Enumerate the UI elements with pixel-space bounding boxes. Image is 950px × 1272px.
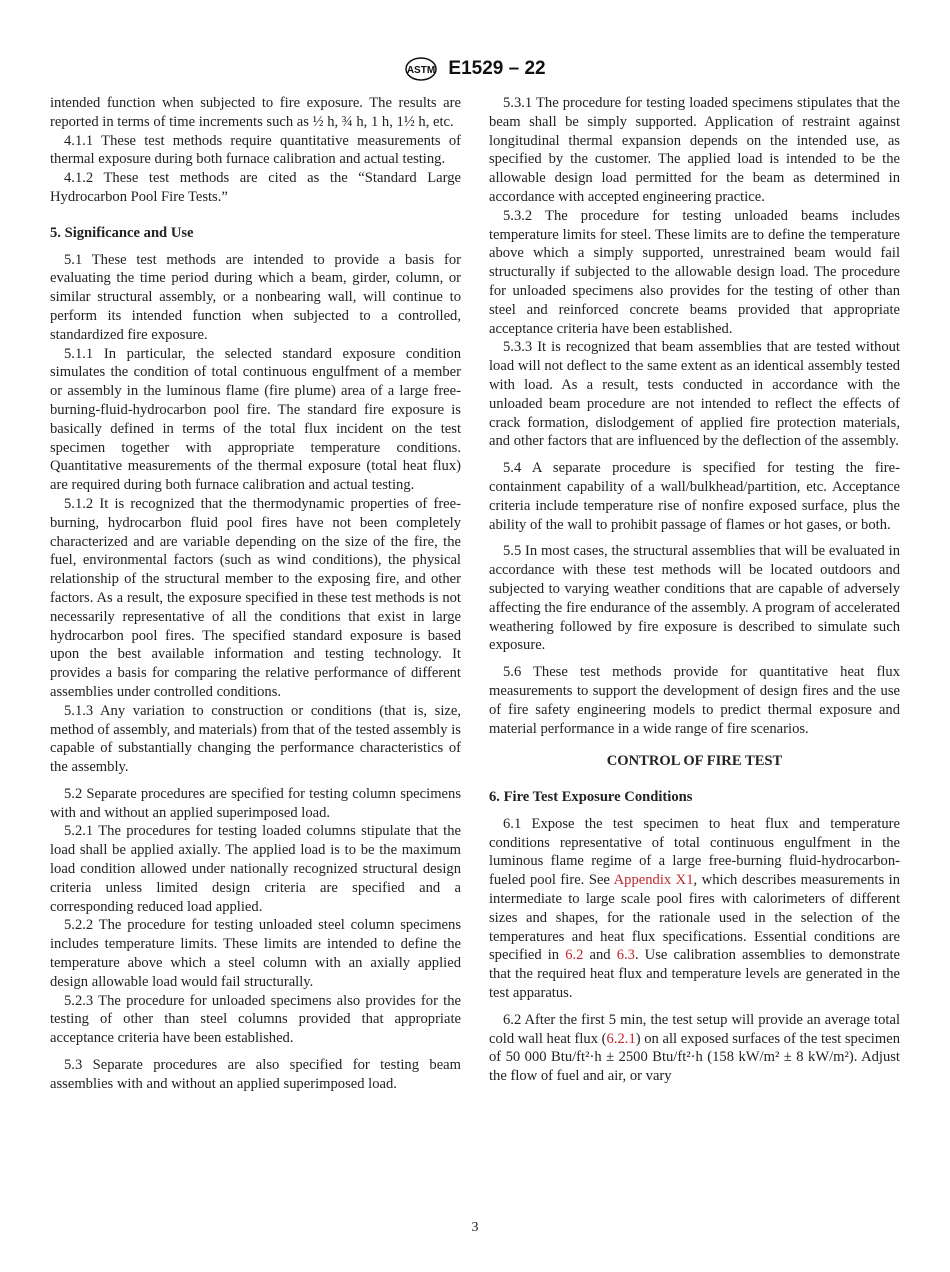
paragraph-text: 5.2.1 The procedures for testing loaded columns stipulate that the load shall be applied axially. The applied load is to be the maximum load condition allowed under nationally recognized structural design criteria unless limited design criteria are specified and a corresponding reduced load applied. (50, 823, 461, 915)
paragraph (50, 345, 461, 495)
paragraph (489, 459, 900, 534)
right-column (489, 94, 900, 1086)
paragraph (50, 992, 461, 1048)
centered-heading: CONTROL OF FIRE TEST (606, 753, 783, 770)
paragraph-text: 5.1.1 In particular, the selected standard exposure condition simulates the condition of total continuous engulfment of a member or assembly in the luminous flame (fire plume) area of a large free-burning-fluid-hydrocarbon pool fire. The standard fire exposure is basically defined in terms of the total flux incident on the test specimen together with appropriate temperature conditions. Quantitative measurements of the thermal exposure (total heat flux) are required during both furnace calibration and actual testing. (50, 345, 461, 494)
paragraph-text: 4.1.1 These test methods require quantitative measurements of thermal exposure during both furnace calibration and actual testing. (50, 132, 461, 168)
paragraph-text: 6.1 Expose the test specimen to heat flux and temperature conditions representative of total continuous engulfment in the luminous flame regime of a large free-burning fluid-hydrocarbon-fueled pool fire. See (489, 815, 900, 889)
paragraph (50, 822, 461, 916)
page-number: 3 (471, 1220, 479, 1235)
paragraph-text: 5.6 These test methods provide for quantitative heat flux measurements to support the development of design fires and the use of fire safety engineering models to predict thermal exposure and material performance in a wide range of fire scenarios. (489, 664, 900, 737)
paragraph (50, 495, 461, 702)
paragraph (489, 542, 900, 655)
paragraph-text: 5.3.2 The procedure for testing unloaded beams includes temperature limits for steel. These limits are to define the temperature above which a simply supported, unrestrained beam would fail structurally if subjected to the allowable design load. The procedure for unloaded specimens also provides for the testing of other than steel and reinforced concrete beams provided that appropriate acceptance criteria have been established. (489, 207, 900, 337)
paragraph-text: 5.1.2 It is recognized that the thermodynamic properties of free-burning, hydrocarbon fluid pool fires have not been completely characterized and are variable depending on the size of the fire, the fuel, environmental factors (such as wind conditions), the physical relationship of the structural member to the exposing fire, and other factors. As a result, the exposure specified in these test methods is not necessarily representative of all the conditions that exist in large hydrocarbon pool fires. The specified standard exposure is based upon the best available information and testing technology. It provides a basis for comparing the relative performance of different assemblies under controlled conditions. (50, 495, 461, 700)
paragraph-text: , which describes measurements in intermediate to large scale pool fires with calorimeters of different sizes and shapes, for the rationale used in the selection of the temperatures and heat flux specifications. Essential conditions are specified in (489, 872, 900, 964)
paragraph (50, 1056, 461, 1094)
cross-reference-link[interactable]: 6.2 (565, 947, 584, 964)
paragraph (489, 815, 900, 1003)
left-column (50, 94, 461, 1094)
paragraph (50, 169, 461, 207)
paragraph (50, 916, 461, 991)
paragraph-text: 4.1.2 These test methods are cited as the “Standard Large Hydrocarbon Pool Fire Tests.” (50, 170, 461, 205)
paragraph (489, 1011, 900, 1086)
paragraph (489, 207, 900, 339)
paragraph-text: intended function when subjected to fire exposure. The results are reported in terms of time increments such as ½ h, ¾ h, 1 h, 1½ h, etc. (50, 95, 461, 130)
paragraph-text: and (583, 947, 617, 964)
paragraph-text: 5.2.2 The procedure for testing unloaded steel column specimens includes temperature limits. These limits are intended to define the temperature above which a steel column with an axially applied design allowable load would fail structurally. (50, 917, 461, 990)
paragraph-text: 5.5 In most cases, the structural assemblies that will be evaluated in accordance with these test methods will be located outdoors and subjected to varying weather conditions that are capable of adversely affecting the fire endurance of the assembly. A program of accelerated weathering followed by fire exposure is described to simulate such exposure. (489, 543, 900, 654)
cross-reference-link[interactable]: 6.3 (616, 947, 635, 964)
paragraph-text: 5.1.3 Any variation to construction or conditions (that is, size, method of assembly, and materials) from that of the tested assembly is capable of substantially changing the performance characteristics of the assembly. (50, 702, 461, 776)
paragraph (489, 338, 900, 451)
paragraph (50, 132, 461, 170)
paragraph-text: 5.4 A separate procedure is specified for testing the fire-containment capability of a wall/bulkhead/partition, etc. Acceptance criteria include temperature rise of nonfire exposed surface, plus the ability of the wall to prohibit passage of flames or hot gases, or both. (489, 460, 900, 533)
astm-logo-icon (404, 56, 438, 82)
paragraph-text: . Use calibration assemblies to demonstrate that the required heat flux and temperature levels are generated in the test apparatus. (489, 947, 901, 1002)
paragraph-text: 5.3.3 It is recognized that beam assemblies that are tested without load will not deflect to the same extent as an identical assembly tested with load. As a result, tests conducted in accordance with the unloaded beam procedure are not intended to reflect the effects of crack formation, dislodgement of applied fire protection materials, and other factors that are influenced by the deflection of the assembly. (489, 339, 900, 450)
paragraph (50, 785, 461, 823)
cross-reference-link[interactable]: 6.2.1 (606, 1030, 636, 1047)
paragraph (50, 702, 461, 777)
paragraph (489, 94, 900, 207)
paragraph-text: 5.2 Separate procedures are specified for testing column specimens with and without an applied superimposed load. (50, 785, 461, 821)
document-id: E1529 – 22 (448, 58, 546, 79)
paragraph-text: 5.1 These test methods are intended to provide a basis for evaluating the time period during which a beam, girder, column, or similar structural assembly, or a nonbearing wall, will continue to perform its intended function when subjected to a controlled, standardized fire exposure. (50, 251, 461, 343)
paragraph (489, 663, 900, 738)
paragraph-text: 6.2 After the first 5 min, the test setup will provide an average total cold wall heat flux ( (489, 1011, 900, 1047)
paragraph-text: ) on all exposed surfaces of the test specimen of 50 000 Btu/ft²·h ± 2500 Btu/ft²·h (158 kW/m² ± 8 kW/m²). Adjust the flow of fuel and air, or vary (489, 1030, 900, 1085)
paragraph (50, 94, 461, 132)
cross-reference-link[interactable]: Appendix X1 (613, 872, 694, 889)
svg-text:ASTM: ASTM (407, 65, 436, 76)
page-header (0, 56, 950, 86)
paragraph-text: 5.2.3 The procedure for unloaded specimens also provides for the testing of other than steel columns provided that appropriate acceptance criteria have been established. (50, 992, 461, 1047)
section-heading: 5. Significance and Use (50, 224, 194, 241)
paragraph (50, 251, 461, 345)
paragraph-text: 5.3 Separate procedures are also specified for testing beam assemblies with and without an applied superimposed load. (50, 1057, 461, 1092)
paragraph-text: 5.3.1 The procedure for testing loaded specimens stipulates that the beam shall be simply supported. Application of restraint against longitudinal thermal expansion depends on the intended use, as specified by the customer. The applied load is intended to be the allowable design load permitted for the beam as determined in accordance with accepted engineering practice. (489, 95, 900, 205)
section-heading: 6. Fire Test Exposure Conditions (489, 789, 693, 806)
